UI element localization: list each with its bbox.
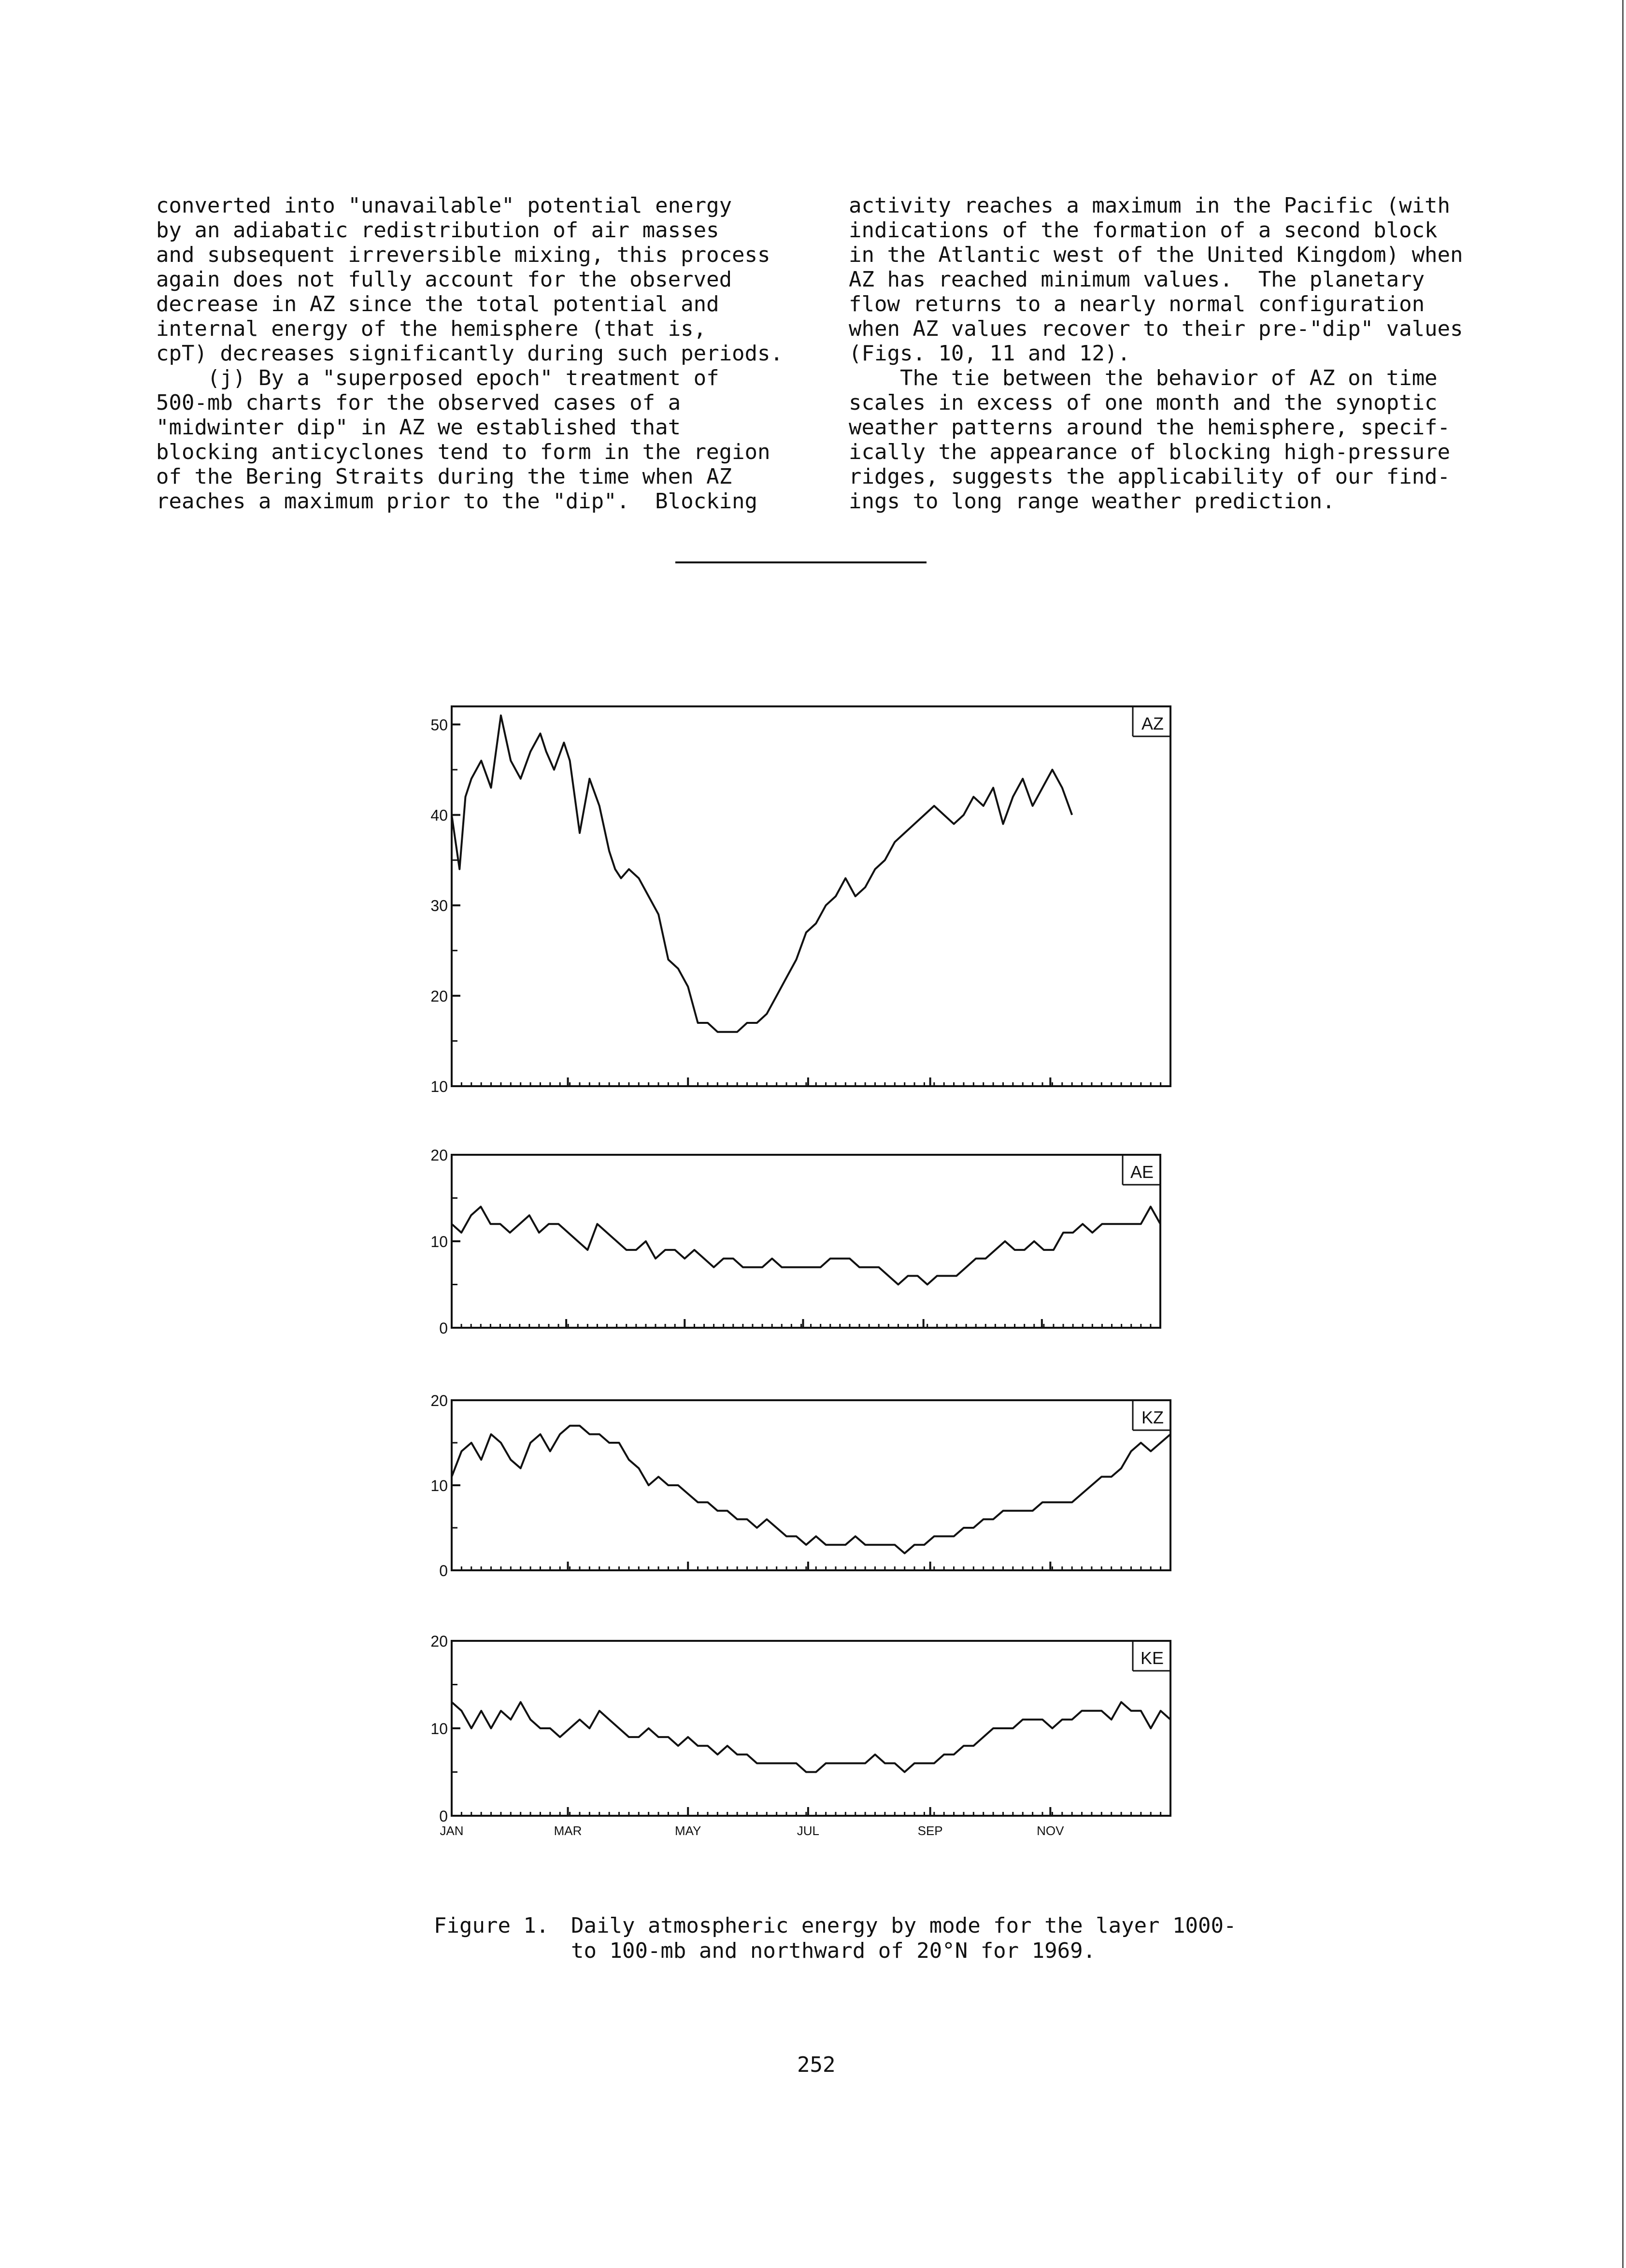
ke-y-tick-label: 0 <box>439 1808 448 1825</box>
x-month-label: NOV <box>1037 1823 1064 1838</box>
page-edge <box>1622 0 1624 2268</box>
az-y-tick-label: 10 <box>430 1078 448 1095</box>
left-line: and subsequent irreversible mixing, this process <box>156 243 770 267</box>
ke-panel-title: KE <box>1140 1648 1164 1668</box>
kz-y-tick-label: 0 <box>439 1562 448 1579</box>
ae-panel-title: AE <box>1130 1162 1154 1182</box>
az-y-tick-label: 20 <box>430 987 448 1005</box>
left-line: cpT) decreases significantly during such periods. <box>156 341 784 366</box>
az-series-line <box>452 716 1072 1032</box>
left-line: "midwinter dip" in AZ we established that <box>156 415 681 440</box>
left-line: internal energy of the hemisphere (that is, <box>156 316 707 341</box>
caption-line-1: Daily atmospheric energy by mode for the layer 1000- <box>571 1913 1237 1938</box>
kz-y-tick-label: 20 <box>430 1392 448 1409</box>
ae-series-line <box>452 1206 1160 1284</box>
ae-y-tick-label: 0 <box>439 1320 448 1337</box>
right-line: scales in excess of one month and the synoptic <box>849 390 1438 415</box>
caption-text <box>571 1913 1237 1964</box>
caption-label: Figure 1. <box>434 1913 549 1938</box>
az-y-tick-label: 40 <box>430 806 448 824</box>
left-line: (j) By a "superposed epoch" treatment of <box>156 366 719 390</box>
az-y-tick-label: 30 <box>430 897 448 915</box>
right-line: ically the appearance of blocking high-pressure <box>849 440 1451 464</box>
ae-y-tick-label: 10 <box>430 1233 448 1250</box>
left-line: by an adiabatic redistribution of air masses <box>156 218 719 243</box>
page-number: 252 <box>797 2053 836 2077</box>
right-line: flow returns to a nearly normal configuration <box>849 292 1425 316</box>
ae-panel-frame <box>452 1155 1160 1328</box>
left-line: 500-mb charts for the observed cases of a <box>156 390 681 415</box>
right-line: (Figs. 10, 11 and 12). <box>849 341 1130 366</box>
kz-series-line <box>452 1426 1170 1553</box>
kz-panel-frame <box>452 1400 1170 1570</box>
az-panel-frame <box>452 706 1170 1086</box>
right-line: The tie between the behavior of AZ on time <box>849 366 1438 390</box>
right-line: when AZ values recover to their pre-"dip" values <box>849 316 1463 341</box>
az-y-tick-label: 50 <box>430 716 448 734</box>
x-month-label: JAN <box>440 1823 464 1838</box>
left-line: blocking anticyclones tend to form in the region <box>156 440 770 464</box>
right-line: ings to long range weather prediction. <box>849 489 1335 514</box>
left-line: converted into "unavailable" potential energy <box>156 193 732 218</box>
ke-y-tick-label: 20 <box>430 1633 448 1650</box>
ke-panel-frame <box>452 1641 1170 1816</box>
kz-y-tick-label: 10 <box>430 1477 448 1494</box>
right-line: indications of the formation of a second block <box>849 218 1438 243</box>
x-month-label: MAY <box>674 1823 701 1838</box>
right-line: weather patterns around the hemisphere, specif- <box>849 415 1451 440</box>
az-panel-title: AZ <box>1141 714 1164 733</box>
ae-y-tick-label: 20 <box>430 1147 448 1164</box>
right-line: in the Atlantic west of the United Kingdom) when <box>849 243 1463 267</box>
right-line: ridges, suggests the applicability of our find- <box>849 464 1451 489</box>
left-line: decrease in AZ since the total potential and <box>156 292 719 316</box>
left-line: again does not fully account for the observed <box>156 267 732 292</box>
x-month-label: MAR <box>554 1823 582 1838</box>
caption-line-2: to 100-mb and northward of 20°N for 1969. <box>571 1938 1096 1963</box>
left-line: of the Bering Straits during the time when AZ <box>156 464 732 489</box>
x-month-label: JUL <box>797 1823 820 1838</box>
ke-y-tick-label: 10 <box>430 1720 448 1737</box>
right-line: activity reaches a maximum in the Pacific (with <box>849 193 1451 218</box>
x-month-label: SEP <box>917 1823 943 1838</box>
ke-series-line <box>452 1702 1170 1772</box>
left-line: reaches a maximum prior to the "dip". Blocking <box>156 489 758 514</box>
kz-panel-title: KZ <box>1141 1407 1164 1427</box>
right-line: AZ has reached minimum values. The planetary <box>849 267 1425 292</box>
